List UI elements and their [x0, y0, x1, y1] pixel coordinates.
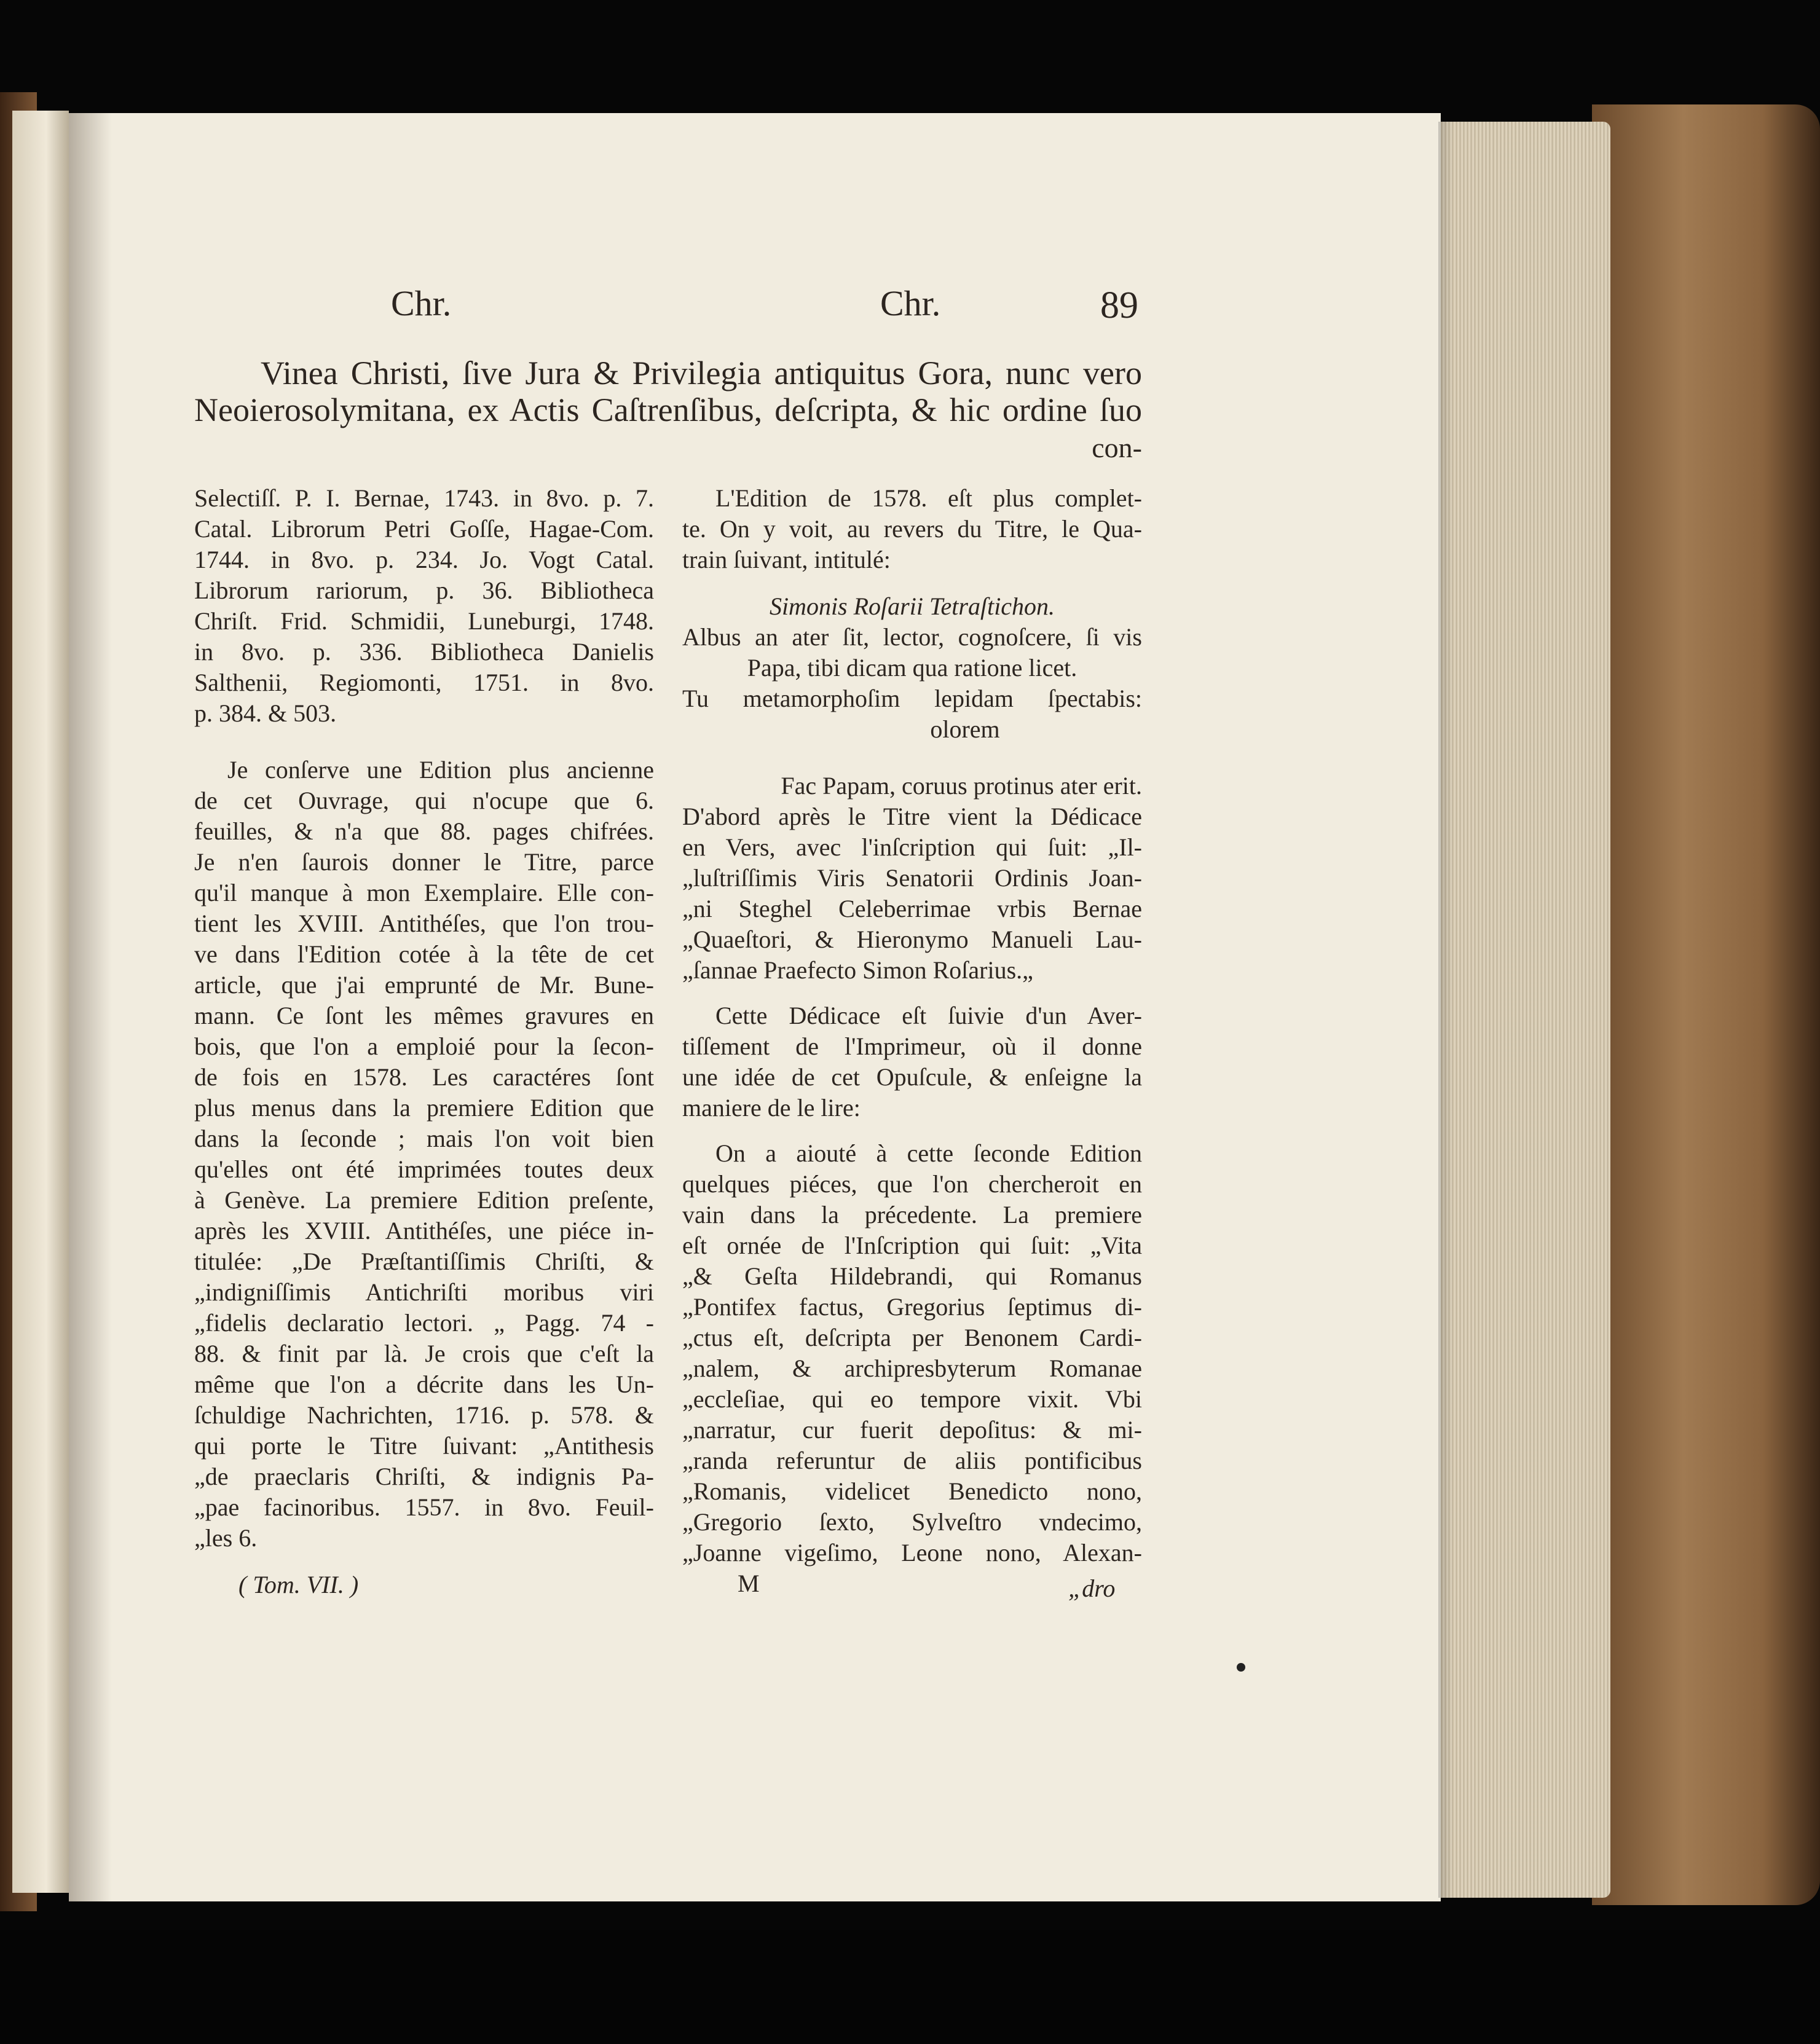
left-line: même que l'on a décrite dans les Un- [194, 1370, 654, 1398]
left-line: „de praeclaris Chriſti, & indignis Pa- [194, 1463, 654, 1490]
right-line: eſt ornée de l'Inſcription qui ſuit: „Vita [682, 1232, 1142, 1259]
page-number: 89 [1100, 285, 1138, 326]
right-line: Papa, tibi dicam qua ratione licet. [747, 654, 1077, 682]
right-line: „ctus eſt, deſcripta per Benonem Cardi- [682, 1324, 1142, 1351]
left-line: Catal. Librorum Petri Goſſe, Hagae-Com. [194, 515, 654, 543]
right-line: te. On y voit, au revers du Titre, le Qua- [682, 515, 1142, 543]
left-line: Librorum rariorum, p. 36. Bibliotheca [194, 576, 654, 604]
right-line: „ſannae Praefecto Simon Roſarius.„ [682, 956, 1033, 984]
ink-speck [1237, 1663, 1245, 1672]
right-line: On a aiouté à cette ſeconde Edition [715, 1139, 1142, 1167]
right-line: „& Geſta Hildebrandi, qui Romanus [682, 1262, 1142, 1290]
left-line: plus menus dans la premiere Edition que [194, 1094, 654, 1122]
left-line: p. 384. & 503. [194, 699, 337, 727]
running-head-left: Chr. [391, 283, 452, 323]
title-line-2: Neoierosolymitana, ex Actis Caſtrenſibus, deſcripta, & hic ordine ſuo [194, 391, 1142, 428]
title-line-1: Vinea Christi, ſive Jura & Privilegia antiquitus Gora, nunc vero [261, 355, 1142, 391]
left-line: „pae facinoribus. 1557. in 8vo. Feuil- [194, 1493, 654, 1521]
left-line: „les 6. [194, 1524, 258, 1552]
right-line: olorem [930, 715, 1000, 743]
left-line: „indigniſſimis Antichriſti moribus viri [194, 1278, 654, 1306]
left-line: qu'elles ont été imprimées toutes deux [194, 1155, 654, 1183]
left-line: in 8vo. p. 336. Bibliotheca Danielis [194, 638, 654, 666]
right-line: en Vers, avec l'inſcription qui ſuit: „Il- [682, 833, 1142, 861]
left-page-edge [12, 111, 69, 1893]
left-line: tient les XVIII. Antithéſes, que l'on trou- [194, 910, 654, 937]
left-line: Je n'en ſaurois donner le Titre, parce [194, 848, 654, 876]
right-line: D'abord après le Titre vient la Dédicace [682, 803, 1142, 830]
right-line: Tu metamorphoſim lepidam ſpectabis: [682, 685, 1142, 712]
right-line: „Romanis, videlicet Benedicto nono, [682, 1477, 1142, 1505]
left-line: titulée: „De Præſtantiſſimis Chriſti, & [194, 1248, 654, 1275]
right-line: train ſuivant, intitulé: [682, 546, 891, 573]
left-line: qui porte le Titre ſuivant: „Antithesis [194, 1432, 654, 1460]
right-line: maniere de le lire: [682, 1094, 861, 1122]
left-line: Salthenii, Regiomonti, 1751. in 8vo. [194, 669, 654, 696]
right-line: „Quaeſtori, & Hieronymo Manueli Lau- [682, 926, 1142, 953]
left-line: „fidelis declaratio lectori. „ Pagg. 74 - [194, 1309, 654, 1337]
right-cover-board [1592, 104, 1820, 1905]
left-line: Je conſerve une Edition plus ancienne [227, 756, 654, 784]
right-line: „Joanne vigeſimo, Leone nono, Alexan- [682, 1539, 1142, 1566]
signature-mark: M [738, 1570, 760, 1597]
right-line: Albus an ater ſit, lector, cognoſcere, ſi vis [682, 623, 1142, 651]
left-line: après les XVIII. Antithéſes, une piéce in- [194, 1217, 654, 1244]
right-line: Fac Papam, coruus protinus ater erit. [781, 772, 1142, 800]
book-cover-bottom [0, 1930, 1820, 2044]
right-line: quelques piéces, que l'on chercheroit en [682, 1170, 1142, 1198]
left-line: bois, que l'on a emploié pour la ſecon- [194, 1032, 654, 1060]
right-line: „eccleſiae, qui eo tempore vixit. Vbi [682, 1385, 1142, 1413]
left-line: feuilles, & n'a que 88. pages chifrées. [194, 817, 654, 845]
left-line: Chriſt. Frid. Schmidii, Luneburgi, 1748. [194, 607, 654, 635]
left-line: dans la ſeconde ; mais l'on voit bien [194, 1125, 654, 1152]
right-line: vain dans la précedente. La premiere [682, 1201, 1142, 1228]
left-line: de fois en 1578. Les caractéres ſont [194, 1063, 654, 1091]
left-line: mann. Ce ſont les mêmes gravures en [194, 1002, 654, 1029]
right-line: tiſſement de l'Imprimeur, où il donne [682, 1032, 1142, 1060]
left-line: 1744. in 8vo. p. 234. Jo. Vogt Catal. [194, 546, 654, 573]
catchword: „dro [1068, 1574, 1116, 1602]
left-line: ſchuldige Nachrichten, 1716. p. 578. & [194, 1401, 654, 1429]
right-line: Simonis Roſarii Tetraſtichon. [769, 592, 1055, 620]
right-line: „randa referuntur de aliis pontificibus [682, 1447, 1142, 1474]
volume-footer: ( Tom. VII. ) [238, 1571, 359, 1598]
right-line: „luſtriſſimis Viris Senatorii Ordinis Joan- [682, 864, 1142, 892]
right-line: „Pontifex factus, Gregorius ſeptimus di- [682, 1293, 1142, 1321]
right-line: Cette Dédicace eſt ſuivie d'un Aver- [715, 1002, 1142, 1029]
page-block-edges [1438, 122, 1610, 1898]
right-line: L'Edition de 1578. eſt plus complet- [715, 484, 1142, 512]
left-line: ve dans l'Edition cotée à la tête de cet [194, 940, 654, 968]
page-gutter-shadow [69, 113, 112, 1901]
right-line: „nalem, & archipresbyterum Romanae [682, 1354, 1142, 1382]
right-line: „ni Steghel Celeberrimae vrbis Bernae [682, 895, 1142, 922]
left-line: à Genève. La premiere Edition preſente, [194, 1186, 654, 1214]
left-line: article, que j'ai emprunté de Mr. Bune- [194, 971, 654, 999]
left-line: qu'il manque à mon Exemplaire. Elle con- [194, 879, 654, 906]
right-line: „Gregorio ſexto, Sylveſtro vndecimo, [682, 1508, 1142, 1536]
right-line: „narratur, cur fuerit depoſitus: & mi- [682, 1416, 1142, 1444]
left-line: Selectiſſ. P. I. Bernae, 1743. in 8vo. p. 7. [194, 484, 654, 512]
page-edge-shadow [1438, 122, 1453, 1898]
left-line: de cet Ouvrage, qui n'ocupe que 6. [194, 787, 654, 814]
running-head-center: Chr. [880, 283, 941, 323]
title-line-3: con- [1092, 432, 1142, 463]
right-line: une idée de cet Opuſcule, & enſeigne la [682, 1063, 1142, 1091]
left-line: 88. & finit par là. Je crois que c'eſt la [194, 1340, 654, 1367]
